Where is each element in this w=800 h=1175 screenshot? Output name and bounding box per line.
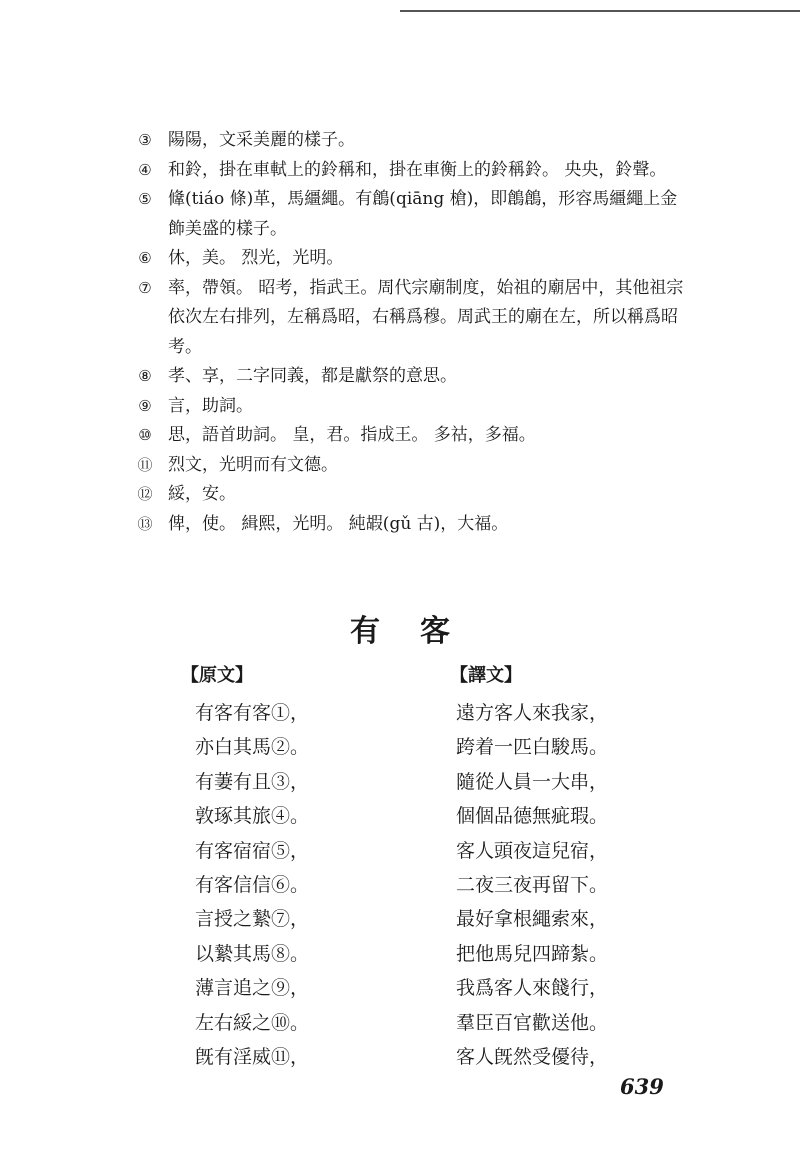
original-line: 以縶其馬⑧。 xyxy=(195,942,310,965)
original-line: 言授之縶⑦， xyxy=(195,908,310,931)
original-line: 有萋有且③， xyxy=(195,770,310,793)
poem-title: 有客 xyxy=(350,614,490,649)
note-number: ④ xyxy=(138,160,152,179)
note-text: 俾，使。 緝熙，光明。 純嘏(gǔ 古)，大福。 xyxy=(168,513,509,534)
translation-line: 把他馬兒四蹄紮。 xyxy=(456,942,609,965)
note-number: ⑧ xyxy=(138,367,152,385)
original-text-column xyxy=(183,662,423,1074)
translation-line: 客人旣然受優待， xyxy=(456,1046,609,1069)
original-line: 有客信信⑥。 xyxy=(195,874,310,897)
note-item xyxy=(132,362,692,392)
note-text: 思，語首助詞。 皇，君。指成王。 多祜，多福。 xyxy=(168,425,536,445)
original-line: 亦白其馬②。 xyxy=(195,736,310,759)
original-line: 薄言追之⑨， xyxy=(195,977,310,1000)
note-text: 烈文，光明而有文德。 xyxy=(168,454,338,475)
page-number: 639 xyxy=(620,1074,664,1099)
note-item xyxy=(132,480,692,510)
original-line: 有客宿宿⑤， xyxy=(195,839,310,862)
translation-line: 個個品德無疵瑕。 xyxy=(456,805,609,828)
note-text: 陽陽，文采美麗的樣子。 xyxy=(168,130,355,150)
note-number: ⑪ xyxy=(137,455,153,474)
note-item xyxy=(132,156,692,186)
note-number: ⑤ xyxy=(138,190,152,208)
note-number: ⑨ xyxy=(138,396,152,415)
translation-line: 跨着一匹白駿馬。 xyxy=(456,736,609,759)
note-item xyxy=(132,274,692,363)
note-number: ⑥ xyxy=(138,249,152,267)
original-line: 有客有客①， xyxy=(195,702,310,724)
note-text: 休，美。 烈光，光明。 xyxy=(168,248,344,268)
note-number: ⑦ xyxy=(138,278,152,297)
note-number: ③ xyxy=(138,131,152,149)
translation-line: 遠方客人來我家， xyxy=(456,702,609,724)
original-line: 左右綏之⑩。 xyxy=(195,1011,310,1034)
translation-line: 隨從人員一大串， xyxy=(456,770,609,793)
original-text-header: 【原文】 xyxy=(181,665,253,686)
note-item xyxy=(132,126,692,156)
note-item xyxy=(132,392,692,422)
translation-line: 我爲客人來餞行， xyxy=(456,977,609,1000)
translation-line: 最好拿根繩索來， xyxy=(456,908,609,931)
note-text: 孝、享，二字同義，都是獻祭的意思。 xyxy=(168,366,457,386)
original-line: 敦琢其旅④。 xyxy=(195,805,310,828)
top-rule xyxy=(400,10,800,12)
note-item xyxy=(132,421,692,451)
note-text: 率，帶領。 昭考，指武王。周代宗廟制度，始祖的廟居中，其他祖宗依次左右排列，左稱爲昭，右稱爲穆。周武王的廟在左，所以稱爲昭考。 xyxy=(168,277,684,357)
note-item xyxy=(132,451,692,481)
translation-line: 二夜三夜再留下。 xyxy=(456,874,609,897)
note-number: ⑫ xyxy=(137,485,153,503)
note-item xyxy=(132,510,692,540)
note-number: ⑩ xyxy=(138,426,152,444)
note-text: 鞗(tiáo 條)革，馬繮繩。有鶬(qiāng 槍)，即鶬鶬，形容馬繮繩上金飾美盛的樣子。 xyxy=(168,189,678,239)
translation-column xyxy=(450,662,696,1074)
notes-list xyxy=(132,126,692,539)
original-line: 旣有淫威⑪， xyxy=(195,1046,310,1069)
note-item xyxy=(132,244,692,274)
translation-line: 客人頭夜這兒宿， xyxy=(456,839,609,862)
note-text: 言，助詞。 xyxy=(168,395,253,416)
note-text: 和鈴，掛在車軾上的鈴稱和，掛在車衡上的鈴稱鈴。 央央，鈴聲。 xyxy=(168,159,667,180)
note-text: 綏，安。 xyxy=(168,484,236,504)
note-number: ⑬ xyxy=(137,514,153,533)
translation-header: 【譯文】 xyxy=(450,665,522,686)
note-item xyxy=(132,185,692,244)
translation-line: 羣臣百官歡送他。 xyxy=(456,1011,609,1034)
